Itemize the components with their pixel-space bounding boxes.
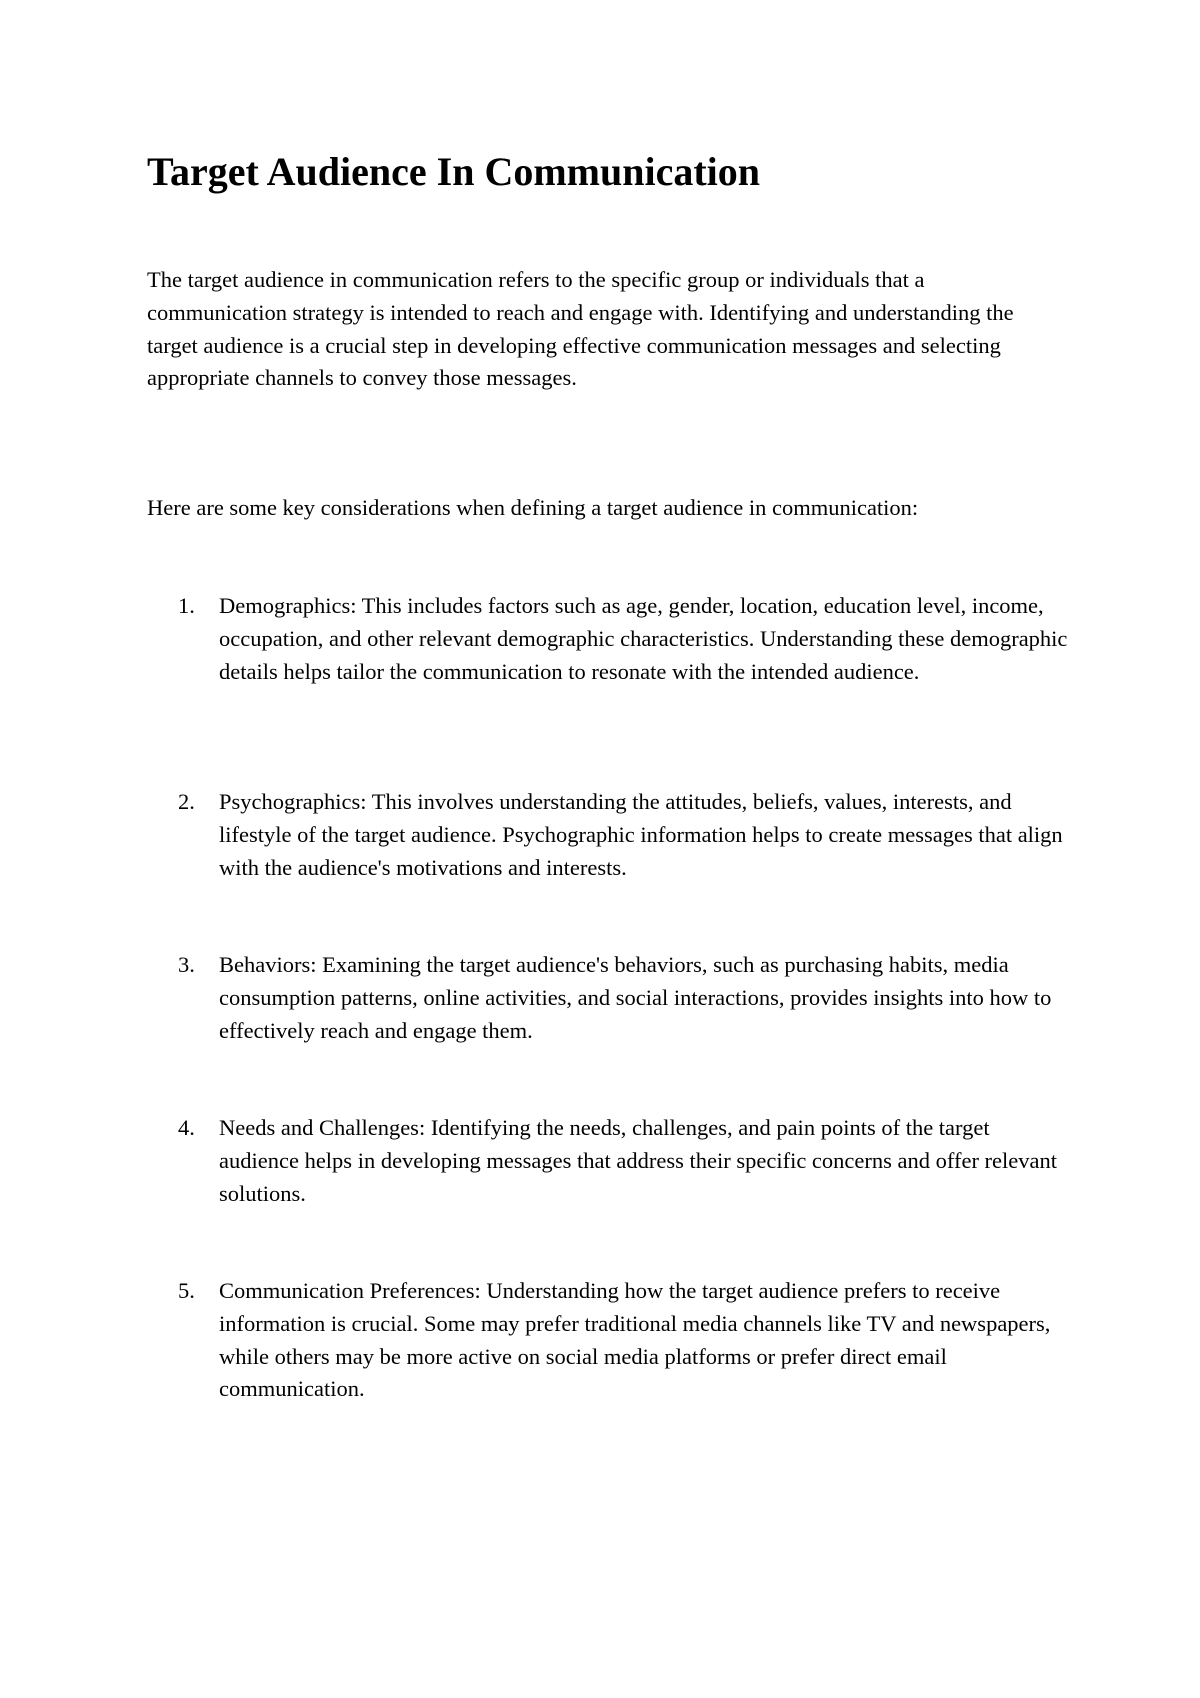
list-item-text: Behaviors: Examining the target audience's behaviors, such as purchasing habits, media consumption patterns, online activities, and social interactions, provides insights into how to effectively reach and engage them. [219, 952, 1052, 1043]
intro-paragraph: The target audience in communication refers to the specific group or individuals that a communication strategy is intended to reach and engage with. Identifying and understanding the target audience is a crucial step in developing effective communication messages and selecting appropriate channels to convey those messages. [147, 267, 1014, 391]
list-item [178, 1275, 1068, 1406]
list-item-text: Demographics: This includes factors such as age, gender, location, education level, income, occupation, and other relevant demographic characteristics. Understanding these demographic details helps tailor the communication to resonate with the intended audience. [219, 593, 1068, 684]
list-item-text: Communication Preferences: Understanding how the target audience prefers to receive information is crucial. Some may prefer traditional media channels like TV and newspapers, while others may be more active on social media platforms or prefer direct email communication. [219, 1278, 1051, 1402]
list-item [178, 590, 1068, 688]
lead-paragraph: Here are some key considerations when defining a target audience in communication: [147, 495, 919, 520]
list-item-number: 4. [178, 1115, 195, 1140]
list-item [178, 786, 1068, 884]
list-item [178, 1112, 1068, 1210]
list-item-text: Psychographics: This involves understanding the attitudes, beliefs, values, interests, and lifestyle of the target audience. Psychographic information helps to create messages that align with the audience's motivations and interests. [219, 789, 1063, 880]
list-item-number: 2. [178, 789, 195, 814]
list-item-number: 3. [178, 952, 195, 977]
list-item [178, 949, 1068, 1047]
list-item-text: Needs and Challenges: Identifying the needs, challenges, and pain points of the target audience helps in developing messages that address their specific concerns and offer relevant solutions. [219, 1115, 1058, 1206]
list-item-number: 1. [178, 593, 195, 618]
list-item-number: 5. [178, 1278, 195, 1303]
page-title: Target Audience In Communication [147, 149, 761, 194]
